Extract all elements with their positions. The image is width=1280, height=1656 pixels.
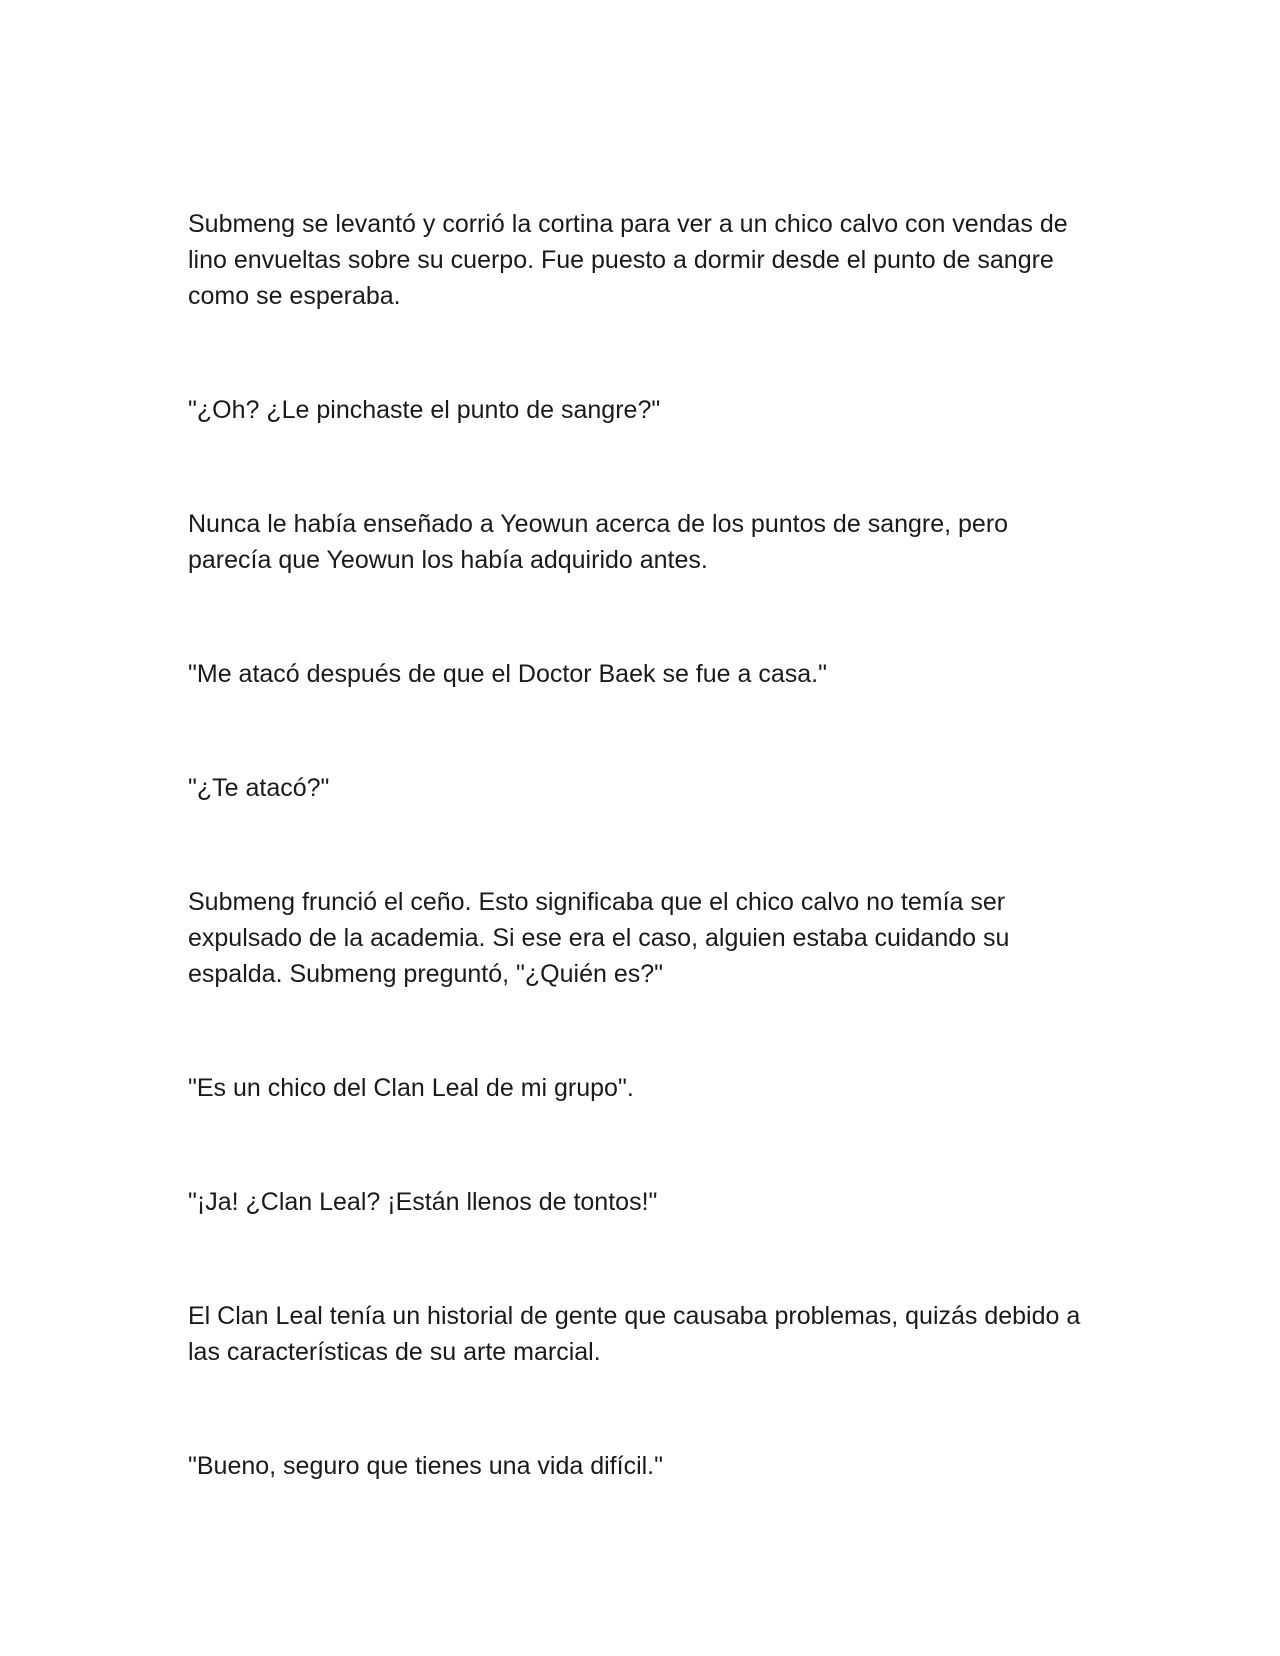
paragraph-8: "¡Ja! ¿Clan Leal? ¡Están llenos de tontos!" bbox=[188, 1188, 658, 1216]
paragraph-7: "Es un chico del Clan Leal de mi grupo". bbox=[188, 1074, 634, 1102]
paragraph-3: Nunca le había enseñado a Yeowun acerca de los puntos de sangre, pero parecía que Yeowun los había adquirido antes. bbox=[188, 510, 1009, 574]
paragraph-1: Submeng se levantó y corrió la cortina para ver a un chico calvo con vendas de lino envueltas sobre su cuerpo. Fue puesto a dormir desde el punto de sangre como se esperaba. bbox=[188, 210, 1068, 310]
paragraph-6: Submeng frunció el ceño. Esto significaba que el chico calvo no temía ser expulsado de la academia. Si ese era el caso, alguien estaba cuidando su espalda. Submeng preguntó, "¿Quién es?" bbox=[188, 888, 1010, 988]
paragraph-2: "¿Oh? ¿Le pinchaste el punto de sangre?" bbox=[188, 396, 661, 424]
paragraph-4: "Me atacó después de que el Doctor Baek se fue a casa." bbox=[188, 660, 827, 688]
paragraph-5: "¿Te atacó?" bbox=[188, 774, 330, 802]
document-body bbox=[188, 206, 1088, 1484]
paragraph-9: El Clan Leal tenía un historial de gente que causaba problemas, quizás debido a las características de su arte marcial. bbox=[188, 1302, 1081, 1366]
paragraph-10: "Bueno, seguro que tienes una vida difícil." bbox=[188, 1452, 663, 1480]
